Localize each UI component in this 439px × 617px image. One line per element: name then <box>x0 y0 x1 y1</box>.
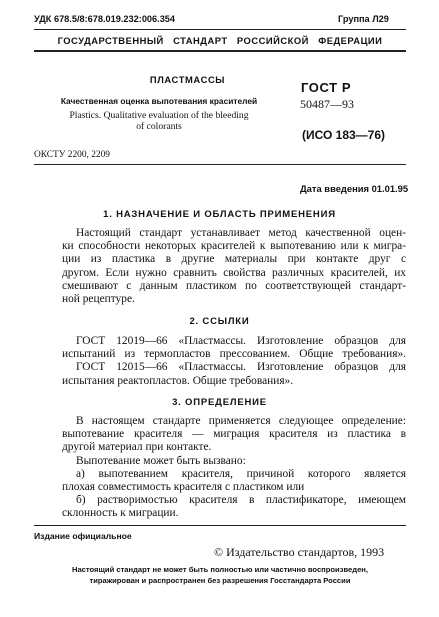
text-line: Выпотевание может быть вызвано: <box>76 454 246 467</box>
copyright-line: © Издательство стандартов, 1993 <box>214 545 385 559</box>
text-line: б) растворимостью красителя в пластификаторе, имеющем <box>76 494 406 507</box>
text-line: а) выпотеванием красителя, причиной которого является <box>76 467 406 480</box>
text-line: испытаний из термопластов прессованием. Общие требования». <box>62 348 406 361</box>
text-line: выпотевание красителя — миграция красителя из пластика в <box>62 428 406 441</box>
okstu-code: ОКСТУ 2200, 2209 <box>34 150 110 160</box>
title-rule <box>34 164 406 165</box>
header-rule-top <box>34 29 406 30</box>
section-heading-references: 2. ССЫЛКИ <box>189 316 250 327</box>
text-line: склонность к миграции. <box>62 507 179 520</box>
subtitle-ru: Качественная оценка выпотевания красителей <box>60 96 258 106</box>
section-body-definition <box>62 415 406 521</box>
group-code: Группа Л29 <box>338 14 389 24</box>
iso-reference: (ИСО 183—76) <box>302 128 386 142</box>
section-heading-definition: 3. ОПРЕДЕЛЕНИЕ <box>172 397 267 408</box>
section-body-references <box>62 335 406 388</box>
text-line: смешивают с данным пластиком по соответствующей стандарт- <box>62 279 406 292</box>
standard-title: ГОСУДАРСТВЕННЫЙ СТАНДАРТ РОССИЙСКОЙ ФЕДЕРАЦИИ <box>57 35 383 46</box>
udk-code: УДК 678.5/8:678.019.232:006.354 <box>34 14 176 24</box>
text-line: ки способности некоторых красителей к выпотеванию или к мигра- <box>62 240 406 253</box>
header-rule-bottom <box>34 50 406 52</box>
edition-label: Издание официальное <box>34 531 132 541</box>
reproduction-notice-line-1: Настоящий стандарт не может быть полностью или частично воспроизведен, <box>71 565 369 574</box>
title-en-line-2: of colorants <box>136 121 182 132</box>
section-body-purpose <box>62 227 406 306</box>
title-ru: ПЛАСТМАССЫ <box>149 74 226 85</box>
text-line: ГОСТ 12019—66 «Пластмассы. Изготовление образцов для <box>76 335 406 347</box>
section-heading-purpose: 1. НАЗНАЧЕНИЕ И ОБЛАСТЬ ПРИМЕНЕНИЯ <box>103 209 336 220</box>
text-line: Настоящий стандарт устанавливает метод качественной оцен- <box>76 227 406 239</box>
text-line: ГОСТ 12015—66 «Пластмассы. Изготовление образцов для <box>76 361 406 374</box>
reproduction-notice-line-2: тиражирован и распространен без разрешения Госстандарта России <box>89 576 351 585</box>
title-en-line-1: Plastics. Qualitative evaluation of the bleeding <box>69 110 249 121</box>
text-line: испытания реактопластов. Общие требования». <box>62 374 294 387</box>
text-line: В настоящем стандарте применяется следующее определение: <box>76 415 406 427</box>
text-line: ции из пластика в другие материалы при контакте друг с <box>62 253 406 266</box>
text-line: другом. Если нужно сравнить свойства различных красителей, их <box>62 266 406 279</box>
text-line: плохая совместимость красителя с пластиком или <box>62 481 305 494</box>
text-line: другой материал при контакте. <box>62 441 212 454</box>
introduction-date: Дата введения 01.01.95 <box>300 183 409 194</box>
gost-label: ГОСТ Р <box>301 80 352 95</box>
text-line: ной рецептуре. <box>62 293 135 306</box>
gost-number: 50487—93 <box>300 97 354 111</box>
footer-rule-top <box>34 525 406 526</box>
